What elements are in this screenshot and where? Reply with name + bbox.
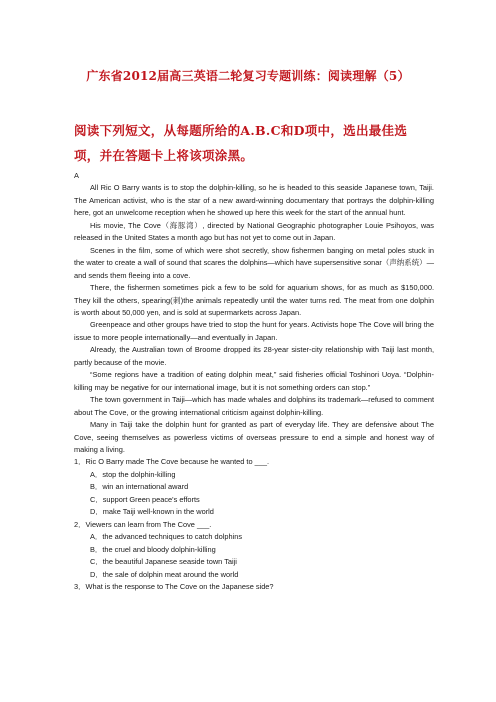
question-stem: 1．Ric O Barry made The Cove because he wanted to ___. [74, 457, 270, 467]
paragraph: Already, the Australian town of Broome dropped its 28-year sister-city relationship with Taiji last month, partly because of the movie. [74, 345, 434, 367]
paragraph: The town government in Taiji—which has made whales and dolphins its trademark—refused to comment about The Cove, or the growing international criticism against dolphin-killing. [74, 395, 434, 417]
paragraph: His movie, The Cove（海豚湾）, directed by National Geographic photographer Louie Psihoyos, was released in the United States a month ago but has not yet to come out in Japan. [74, 220, 434, 243]
answer-option: C．the beautiful Japanese seaside town Taiji [90, 557, 237, 567]
answer-option: D．the sale of dolphin meat around the world [90, 569, 239, 579]
paragraph: Scenes in the film, some of which were shot secretly, show fishermen banging on metal poles stuck in the water to create a wall of sound that scares the dolphins—which have supersensitive sonar（声纳系统）—and sends them fleeing into a cove. [74, 245, 434, 280]
answer-option: D．make Taiji well-known in the world [90, 507, 214, 517]
paragraph: There, the fishermen sometimes pick a few to be sold for aquarium shows, for as much as $150,000. They kill the others, spearing(刺)the animals repeatedly until the water turns red. The meat from one dolphin is worth about 50,000 yen, and is sold at supermarkets across Japan. [74, 283, 434, 317]
instruction-text: 阅读下列短文，从每题所给的A.B.C和D项中，选出最佳选项，并在答题卡上将该项涂黑。 [74, 123, 408, 163]
paragraph: Many in Taiji take the dolphin hunt for granted as part of everyday life. They are defensive about The Cove, seeing themselves as powerless victims of overseas pressure to end a simple and honest way of making a living. [74, 420, 434, 454]
answer-option: C．support Green peace's efforts [90, 494, 200, 504]
answer-option: B．the cruel and bloody dolphin-killing [90, 544, 216, 554]
answer-option: B．win an international award [90, 482, 189, 492]
document-title: 广东省2012届高三英语二轮复习专题训练：阅读理解（5） [86, 69, 410, 83]
reading-passage [74, 170, 434, 593]
question-stem: 2．Viewers can learn from The Cove ___. [74, 519, 212, 529]
paragraph: “Some regions have a tradition of eating dolphin meat,” said fisheries official Toshinori Uoya. “Dolphin-killing may be negative for our international image, but it is not something orders can stop.” [74, 370, 434, 392]
answer-option: A．the advanced techniques to catch dolphins [90, 532, 243, 542]
question-stem: 3．What is the response to The Cove on the Japanese side? [74, 581, 274, 591]
paragraph: Greenpeace and other groups have tried to stop the hunt for years. Activists hope The Cove will bring the issue to more people internationally—and eventually in Japan. [74, 320, 434, 342]
answer-option: A．stop the dolphin-killing [90, 469, 176, 479]
paragraph: All Ric O Barry wants is to stop the dolphin-killing, so he is headed to this seaside Japanese town, Taiji. The American activist, who is the star of a new award-winning documentary that portrays the dolphin-killing here, got an unwelcome reception when he showed up here this week for the start of the annual hunt. [74, 183, 434, 218]
section-label: A [74, 171, 79, 180]
